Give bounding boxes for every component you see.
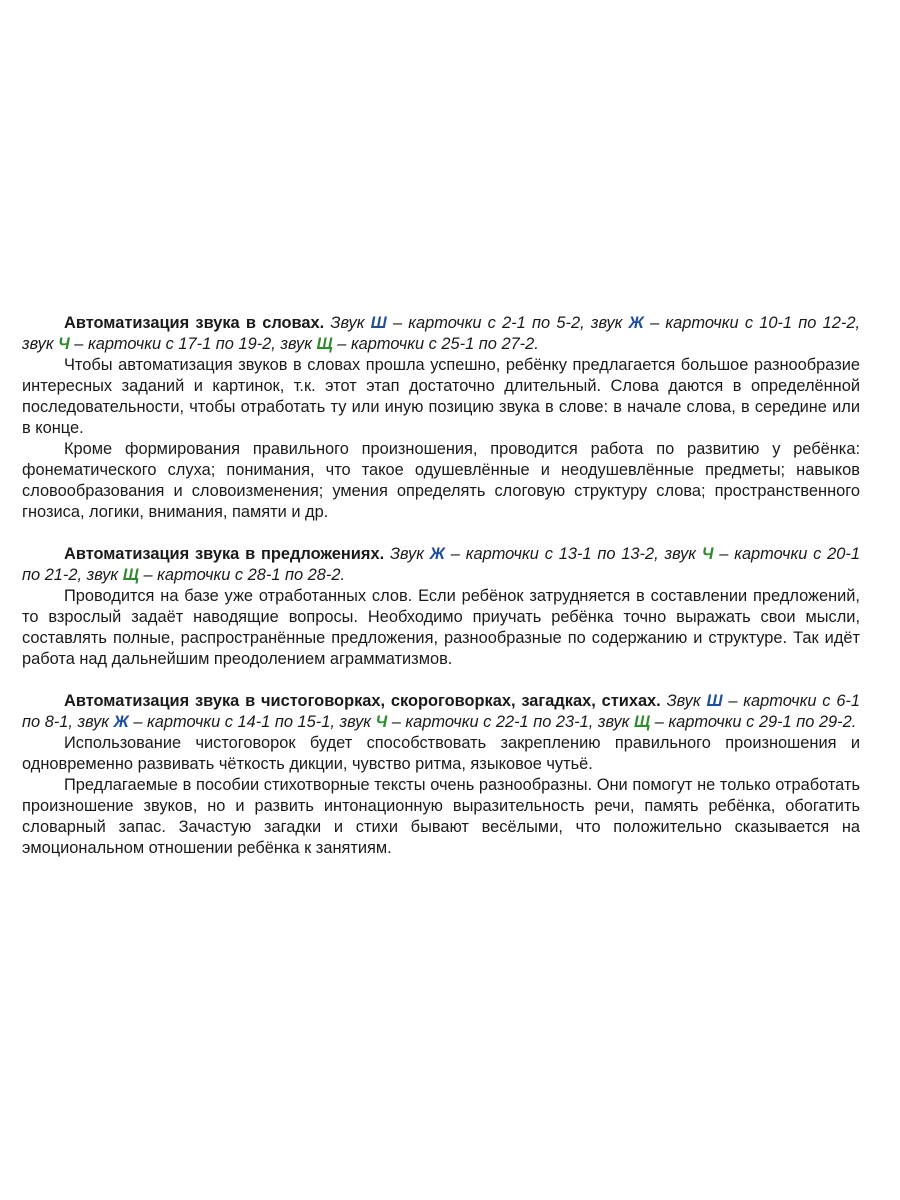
card-range-text: – карточки с 25-1 по 27-2. [332,335,539,353]
section-verses [22,691,860,859]
sound-letter: Ч [375,713,388,731]
body-paragraph: Предлагаемые в пособии стихотворные тексты очень разнообразны. Они помогут не только отработать произношение звуков, но и развить интонационную выразительность речи, память ребёнка, обогатить словарный запас. Зачастую загадки и стихи бывают весёлыми, что положительно сказывается на эмоциональном отношении ребёнка к занятиям. [22,776,860,857]
sound-letter: Щ [633,713,651,731]
section-sentences-intro [22,544,860,586]
card-range-text: – карточки с 10-1 по 12-2, звук [22,314,861,353]
card-range-text: – карточки с 2-1 по 5-2, звук [386,314,629,332]
document-body [22,313,860,859]
card-range-text: – карточки с 28-1 по 28-2. [138,566,346,584]
card-range-text: – карточки с 14-1 по 15-1, звук [128,713,376,731]
sound-letter: Ж [628,314,644,332]
sound-letter: Ж [429,545,445,563]
card-range-text: Звук [389,545,430,563]
body-paragraph: Кроме формирования правильного произношения, проводится работа по развитию у ребёнка: фонематического слуха; понимания, что такое одушевлённые и неодушевлённые предметы; навыков словообразования и словоизменения; умения определять слоговую структуру слова; пространственного гнозиса, логики, внимания, памяти и др. [22,440,860,521]
sound-letter: Ш [370,314,387,332]
card-range-text: – карточки с 13-1 по 13-2, звук [444,545,702,563]
card-range-text: – карточки с 22-1 по 23-1, звук [387,713,634,731]
section-verses-intro [22,691,860,733]
card-range-text: Звук [666,692,707,710]
card-range-text: – карточки с 20-1 по 21-2, звук [22,545,860,584]
card-range-text: – карточки с 17-1 по 19-2, звук [69,335,317,353]
body-paragraph: Использование чистоговорок будет способствовать закреплению правильного произношения и одновременно развивать чёткость дикции, чувство ритма, языковое чутьё. [22,734,860,773]
section-heading: Автоматизация звука в словах. [64,314,325,332]
section-sentences [22,544,860,670]
sound-letter: Ш [706,692,723,710]
sound-letter: Ч [58,335,70,353]
section-words-intro [22,313,860,355]
sound-letter: Щ [122,566,139,584]
card-range-text: Звук [330,314,371,332]
body-paragraph: Чтобы автоматизация звуков в словах прошла успешно, ребёнку предлагается большое разнообразие интересных заданий и картинок, т.к. этот этап достаточно длительный. Слова даются в определённой последовательности, чтобы отработать ту или иную позицию звука в слове: в начале слова, в середине или в конце. [22,356,860,437]
card-range-text: – карточки с 6-1 по 8-1, звук [22,692,861,731]
card-range-text: – карточки с 29-1 по 29-2. [650,713,857,731]
sound-letter: Щ [316,335,333,353]
sound-letter: Ж [113,713,129,731]
section-words [22,313,860,523]
body-paragraph: Проводится на базе уже отработанных слов. Если ребёнок затрудняется в составлении предложений, то взрослый задаёт наводящие вопросы. Необходимо приучать ребёнка точно выражать свои мысли, составлять полные, распространённые предложения, разнообразные по содержанию и структуре. Так идёт работа над дальнейшим преодолением аграмматизмов. [22,587,860,668]
section-heading: Автоматизация звука в предложениях. [64,545,385,563]
section-heading: Автоматизация звука в чистоговорках, скороговорках, загадках, стихах. [64,692,661,710]
sound-letter: Ч [701,545,714,563]
